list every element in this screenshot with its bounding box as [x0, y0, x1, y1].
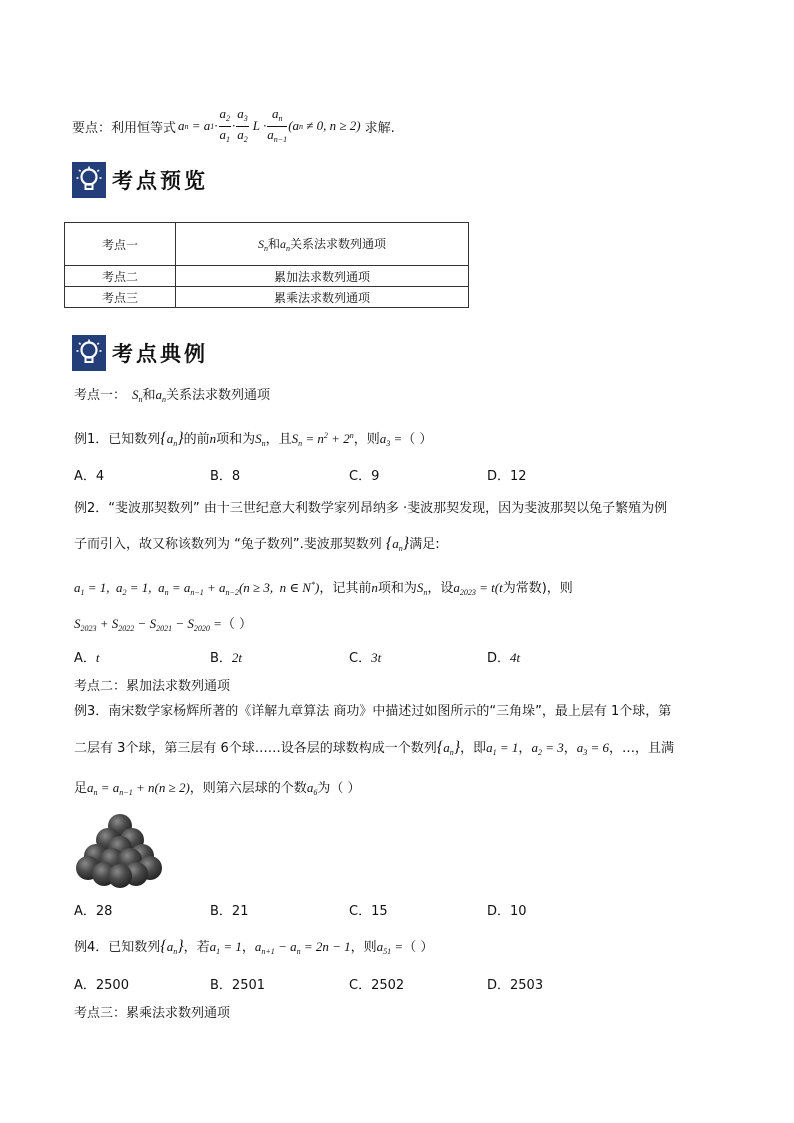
table-row [65, 223, 469, 266]
intro-label: 要点：利用恒等式 [72, 120, 177, 136]
topic2-heading: 考点二：累加法求数列通项 [74, 679, 231, 694]
example-4-option-c[interactable]: C．2502 [349, 978, 405, 993]
example-1-question: 例1．已知数列$\{a_n\}$的前n项和为$S_n$，且$S_n = n^2 + 2^n$，则$a_3$ =（ ） [74, 430, 433, 448]
table-cell: 累乘法求数列通项 [176, 287, 469, 308]
example-3-option-b[interactable]: B．21 [210, 904, 249, 919]
table-row [65, 266, 469, 287]
example-3-line-1: 例3．南宋数学家杨辉所著的《详解九章算法 商功》中描述过如图所示的“三角垛”，最上层有 1个球，第 [74, 704, 672, 719]
preview-title: 考点预览 [112, 168, 208, 193]
examples-title: 考点典例 [112, 341, 208, 366]
preview-section-header [72, 160, 208, 200]
preview-table [64, 222, 469, 308]
table-cell: 累加法求数列通项 [176, 266, 469, 287]
lightbulb-icon [72, 335, 106, 371]
triangular-pile-figure [72, 810, 164, 892]
table-cell: 考点一 [65, 223, 176, 266]
example-4-option-d[interactable]: D．2503 [487, 978, 544, 993]
example-3-option-a[interactable]: A．28 [74, 904, 113, 919]
example-2-option-d[interactable]: D．4t [487, 650, 521, 666]
example-3-option-d[interactable]: D．10 [487, 904, 527, 919]
example-4-question: 例4．已知数列$\{a_n\}$，若$a_1 = 1$，$a_{n+1} - a_n = 2n - 1$，则$a_{51}$ =（ ） [74, 938, 434, 956]
example-1-option-d[interactable]: D．12 [487, 469, 527, 484]
examples-section-header [72, 333, 208, 373]
example-2-line-3: $a_1 = 1$, $a_2 = 1$, $a_n = a_{n-1} + a_{n-2}(n \ge 3$, n ∈ N*)，记其前n项和为$S_n$，设$a_{2023} = t(t$为常数)，则 [74, 580, 573, 597]
table-row [65, 287, 469, 308]
topic1-heading: 考点一： $S_n$和$a_n$关系法求数列通项 [74, 387, 271, 404]
example-4-option-a[interactable]: A．2500 [74, 978, 129, 993]
identity-formula: a n = a 1 · $\frac{a_2}{a_1}$ · $\frac{a_3}{a_2}$ L · $\frac{a_n}{a_{n-1}}$ ( a n ≠ 0, n ≥ 2) [178, 105, 361, 144]
table-cell: 考点三 [65, 287, 176, 308]
example-2-option-a[interactable]: A．t [74, 650, 100, 666]
example-2-line-1: 例2．“斐波那契数列” 由十三世纪意大利数学家列昂纳多 ·斐波那契发现，因为斐波那契以兔子繁殖为例 [74, 501, 668, 516]
table-cell: $S_n$和$a_n$关系法求数列通项 [176, 223, 469, 266]
example-2-option-b[interactable]: B．2t [210, 650, 243, 666]
table-cell: 考点二 [65, 266, 176, 287]
intro-line [72, 105, 395, 144]
example-2-line-4: $S_{2023} + S_{2022} - S_{2021} - S_{2020}$ =（ ） [74, 616, 253, 633]
example-3-line-2: 二层有 3个球，第三层有 6个球……设各层的球数构成一个数列$\{a_n\}$，即$a_1 = 1$，$a_2 = 3$，$a_3 = 6$，…，且满 [74, 739, 675, 757]
example-2-option-c[interactable]: C．3t [349, 650, 382, 666]
example-2-line-2: 子而引入，故又称该数列为 “兔子数列”.斐波那契数列 $\{a_n\}$满足: [74, 535, 440, 553]
topic3-heading: 考点三：累乘法求数列通项 [74, 1006, 231, 1021]
example-3-option-c[interactable]: C．15 [349, 904, 388, 919]
intro-tail: 求解. [364, 120, 395, 136]
example-1-option-c[interactable]: C．9 [349, 469, 380, 484]
example-1-option-b[interactable]: B．8 [210, 469, 241, 484]
example-4-option-b[interactable]: B．2501 [210, 978, 266, 993]
example-3-line-3: 足$a_n = a_{n-1} + n(n \ge 2)$，则第六层球的个数$a_6$为（ ） [74, 780, 361, 797]
lightbulb-icon [72, 162, 106, 198]
example-1-option-a[interactable]: A．4 [74, 469, 105, 484]
